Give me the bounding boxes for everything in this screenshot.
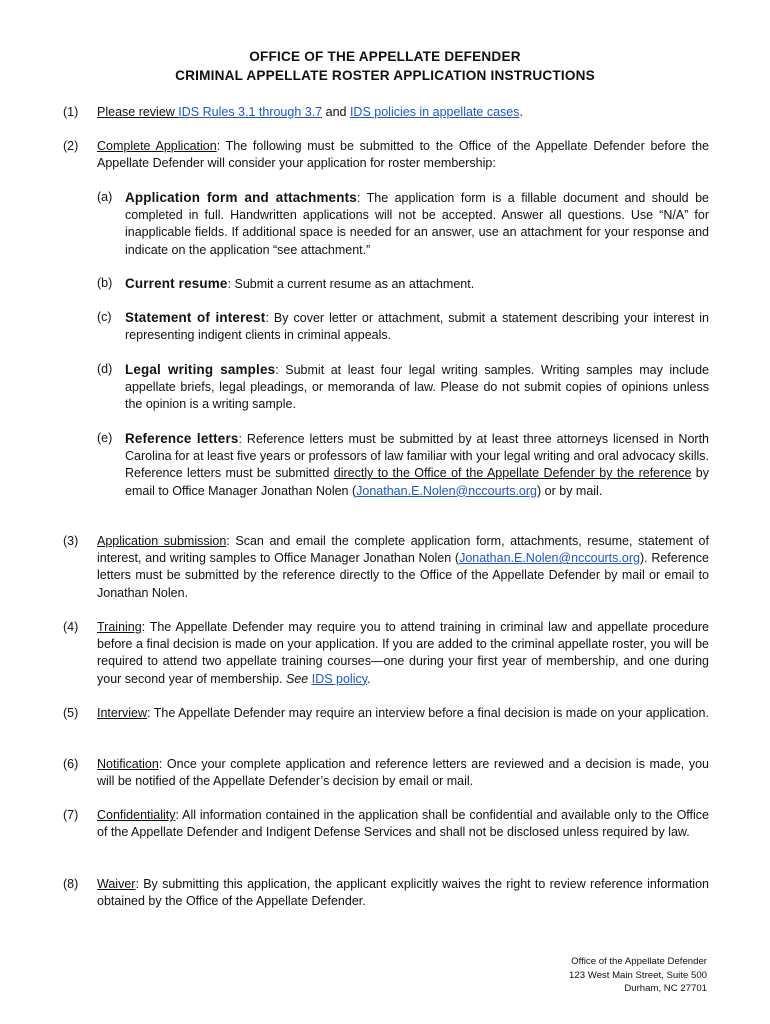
subitem-letter: (c) xyxy=(97,310,112,324)
email-link[interactable]: Jonathan.E.Nolen@nccourts.org xyxy=(356,483,538,498)
item-1-prefix: Please review xyxy=(97,105,179,119)
item-1-suffix: . xyxy=(519,105,523,119)
header-line-1: OFFICE OF THE APPELLATE DEFENDER xyxy=(249,49,521,64)
subitem-lead: Current resume xyxy=(125,276,228,291)
subitem-text: : Submit at least four legal writing samples. Writing samples may include appellate briefs, legal pleadings, or memoranda of law. Please do not submit copies of opinions unless the opinion is a writing sample. xyxy=(125,363,709,412)
subitem-lead: Application form and attachments xyxy=(125,190,357,205)
item-label: Complete Application xyxy=(97,139,217,153)
subitem-lead: Reference letters xyxy=(125,431,239,446)
item-number: (3) xyxy=(63,534,79,548)
subitem-letter: (a) xyxy=(97,190,113,204)
item-body xyxy=(97,807,709,841)
item-text: : The following must be submitted to the Office of the Appellate Defender before the Appellate Defender will consider your application for roster membership: xyxy=(97,139,710,171)
item-number: (2) xyxy=(63,139,79,153)
subitem-letter: (d) xyxy=(97,362,113,376)
item-body xyxy=(97,876,709,910)
item-body xyxy=(97,533,709,602)
subitem-text: : By cover letter or attachment, submit a statement describing your interest in representing indigent clients in criminal appeals. xyxy=(125,311,709,343)
item-body xyxy=(97,138,709,172)
item-number: (1) xyxy=(63,105,79,119)
footer-city: Durham, NC 27701 xyxy=(624,983,707,995)
item-suffix: . xyxy=(367,671,371,686)
item-text: : By submitting this application, the applicant explicitly waives the right to review reference information obtained by the Office of the Appellate Defender. xyxy=(97,877,709,909)
item-text: : Scan and email the complete application form, attachments, resume, statement of interest, and writing samples to Office Manager Jonathan Nolen ( xyxy=(97,534,709,566)
item-label: Confidentiality xyxy=(97,808,176,822)
subitem-lead: Statement of interest xyxy=(125,310,266,325)
ids-policy-link[interactable]: IDS policy xyxy=(311,671,368,686)
see-text: See xyxy=(285,671,309,686)
subitem-letter: (b) xyxy=(97,276,113,290)
item-text: : The Appellate Defender may require an interview before a final decision is made on your application. xyxy=(147,706,709,720)
subitem-underlined-text: directly to the Office of the Appellate Defender by the reference xyxy=(333,466,692,481)
item-text: : The Appellate Defender may require you to attend training in criminal law and appellate procedure before a final decision is made on your application. If you are added to the criminal appellate roster, you will be required to attend two appellate training courses—one during your first year of membership, and one during your second year of membership. xyxy=(97,620,709,686)
subitem-text-2: by email to Office Manager Jonathan Nolen ( xyxy=(125,466,709,498)
item-text: : All information contained in the application shall be confidential and available only to the Office of the Appellate Defender and Indigent Defense Services and shall not be disclosed unless required by law. xyxy=(97,808,709,840)
item-body xyxy=(97,104,709,121)
header-line-2: CRIMINAL APPELLATE ROSTER APPLICATION INSTRUCTIONS xyxy=(175,68,595,83)
item-body xyxy=(97,619,709,688)
item-1-middle: and xyxy=(322,105,350,119)
ids-policies-link[interactable]: IDS policies in appellate cases xyxy=(349,105,520,119)
item-number: (6) xyxy=(63,757,79,771)
item-label: Application submission xyxy=(97,534,227,548)
subitem-lead: Legal writing samples xyxy=(125,362,276,377)
subitem-text: : The application form is a fillable document and should be completed in full. Handwritten applications will not be accepted. Answer all questions. Use “N/A” for inapplicable fields. If additional space is needed for an answer, use an attachment for your response and indicate on the application “see attachment.” xyxy=(125,191,710,257)
subitem-body xyxy=(125,430,709,500)
item-number: (5) xyxy=(63,706,79,720)
subitem-body xyxy=(125,275,709,293)
item-body xyxy=(97,705,709,722)
item-number: (8) xyxy=(63,877,79,891)
footer-street: 123 West Main Street, Suite 500 xyxy=(569,969,707,981)
item-number: (7) xyxy=(63,808,79,822)
item-number: (4) xyxy=(63,620,79,634)
email-link[interactable]: Jonathan.E.Nolen@nccourts.org xyxy=(459,551,640,566)
item-label: Interview xyxy=(97,706,148,720)
item-label: Training xyxy=(97,620,142,634)
subitem-text: : Submit a current resume as an attachment. xyxy=(227,277,475,291)
ids-rules-link[interactable]: IDS Rules 3.1 through 3.7 xyxy=(178,105,323,119)
footer-office: Office of the Appellate Defender xyxy=(571,956,707,967)
item-body xyxy=(97,756,709,790)
subitem-text-3: ) or by mail. xyxy=(537,483,603,498)
item-label: Waiver xyxy=(97,877,136,891)
item-text-2: ). Reference letters must be submitted by the reference directly to the Office of the Appellate Defender by mail or email to Jonathan Nolen. xyxy=(97,551,710,600)
subitem-body xyxy=(125,309,709,344)
item-label: Notification xyxy=(97,757,159,771)
subitem-text: : Reference letters must be submitted by at least three attorneys licensed in North Carolina for at least five years or professors of law familiar with your legal writing and oral advocacy skills. Reference letters must be submitted xyxy=(125,432,709,481)
item-text: : Once your complete application and reference letters are reviewed and a decision is made, you will be notified of the Appellate Defender’s decision by email or mail. xyxy=(97,757,709,789)
subitem-letter: (e) xyxy=(97,431,113,445)
subitem-body xyxy=(125,361,709,414)
footer-address xyxy=(569,955,707,996)
subitem-body xyxy=(125,189,709,259)
